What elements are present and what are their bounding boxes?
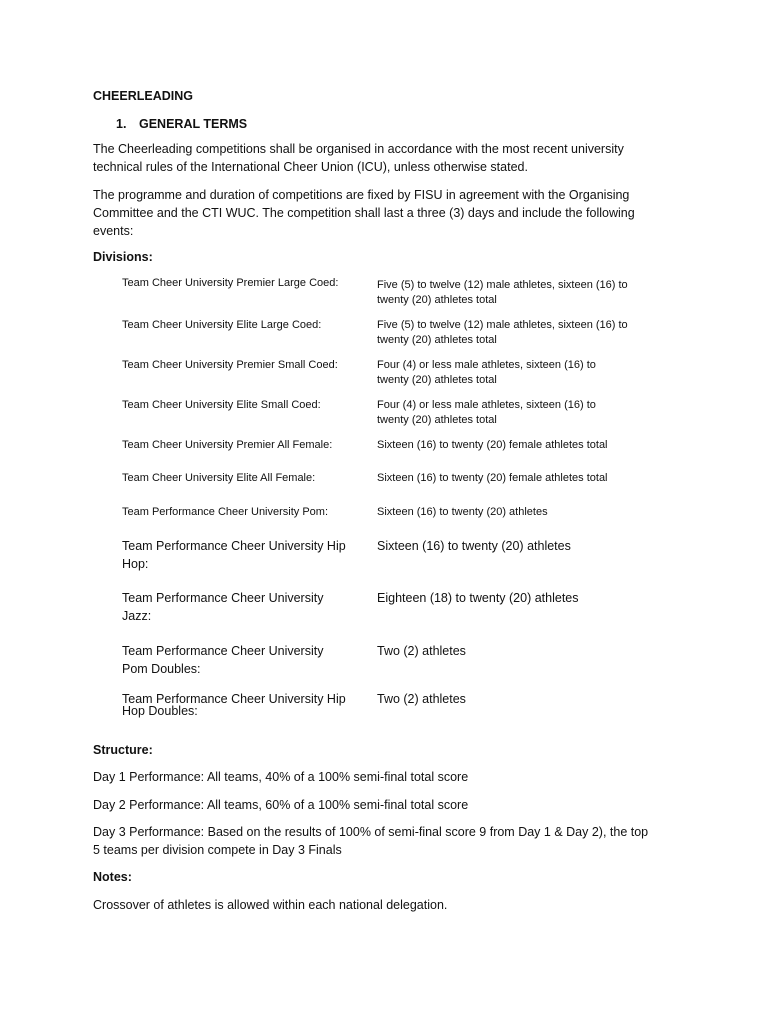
division-description: twenty (20) athletes total — [377, 414, 497, 426]
division-name: Team Performance Cheer University — [122, 644, 324, 658]
division-name: Team Cheer University Premier Small Coed: — [122, 359, 338, 371]
division-name: Team Cheer University Elite All Female: — [122, 472, 316, 484]
paragraph-2-line-3: events: — [93, 224, 134, 238]
divisions-heading: Divisions: — [93, 250, 153, 264]
division-description: Two (2) athletes — [377, 644, 466, 658]
paragraph-1-line-2: technical rules of the International Cheer Union (ICU), unless otherwise stated. — [93, 160, 528, 174]
division-description: twenty (20) athletes total — [377, 334, 497, 346]
division-name: Hop: — [122, 557, 149, 571]
division-description: Four (4) or less male athletes, sixteen (16) to — [377, 399, 596, 411]
division-name: Team Performance Cheer University Pom: — [122, 506, 329, 518]
division-description: twenty (20) athletes total — [377, 294, 497, 306]
paragraph-2-line-1: The programme and duration of competitions are fixed by FISU in agreement with the Organising — [93, 188, 630, 202]
division-name: Team Performance Cheer University — [122, 591, 324, 605]
notes-heading: Notes: — [93, 870, 132, 884]
division-description: twenty (20) athletes total — [377, 374, 497, 386]
division-name: Pom Doubles: — [122, 662, 201, 676]
division-name: Jazz: — [122, 609, 152, 623]
structure-day-2: Day 2 Performance: All teams, 60% of a 100% semi-final total score — [93, 798, 469, 812]
notes-text: Crossover of athletes is allowed within each national delegation. — [93, 898, 448, 912]
section-number: 1. — [116, 117, 127, 131]
structure-day-3-line-1: Day 3 Performance: Based on the results of 100% of semi-final score 9 from Day 1 & Day 2), the top — [93, 825, 649, 839]
division-description: Four (4) or less male athletes, sixteen (16) to — [377, 359, 596, 371]
division-description: Sixteen (16) to twenty (20) female athletes total — [377, 439, 608, 451]
division-name: Team Performance Cheer University Hip — [122, 539, 346, 553]
structure-heading: Structure: — [93, 743, 153, 757]
document-title: CHEERLEADING — [93, 89, 194, 103]
division-name: Team Performance Cheer University Hip — [122, 692, 346, 706]
division-name: Team Cheer University Premier All Female: — [122, 439, 333, 451]
structure-day-1: Day 1 Performance: All teams, 40% of a 100% semi-final total score — [93, 770, 469, 784]
division-description: Eighteen (18) to twenty (20) athletes — [377, 591, 579, 605]
division-name: Team Cheer University Elite Large Coed: — [122, 319, 322, 331]
division-name: Hop Doubles: — [122, 704, 198, 718]
division-description: Five (5) to twelve (12) male athletes, sixteen (16) to — [377, 319, 628, 331]
paragraph-2-line-2: Committee and the CTI WUC. The competition shall last a three (3) days and include the following — [93, 206, 635, 220]
division-description: Two (2) athletes — [377, 692, 466, 706]
paragraph-1-line-1: The Cheerleading competitions shall be organised in accordance with the most recent university — [93, 142, 624, 156]
division-name: Team Cheer University Premier Large Coed: — [122, 277, 339, 289]
division-description: Sixteen (16) to twenty (20) athletes — [377, 506, 548, 518]
section-title: GENERAL TERMS — [139, 117, 248, 131]
division-description: Sixteen (16) to twenty (20) athletes — [377, 539, 571, 553]
division-name: Team Cheer University Elite Small Coed: — [122, 399, 321, 411]
division-description: Sixteen (16) to twenty (20) female athletes total — [377, 472, 608, 484]
structure-day-3-line-2: 5 teams per division compete in Day 3 Finals — [93, 843, 342, 857]
division-description: Five (5) to twelve (12) male athletes, sixteen (16) to — [377, 279, 628, 291]
